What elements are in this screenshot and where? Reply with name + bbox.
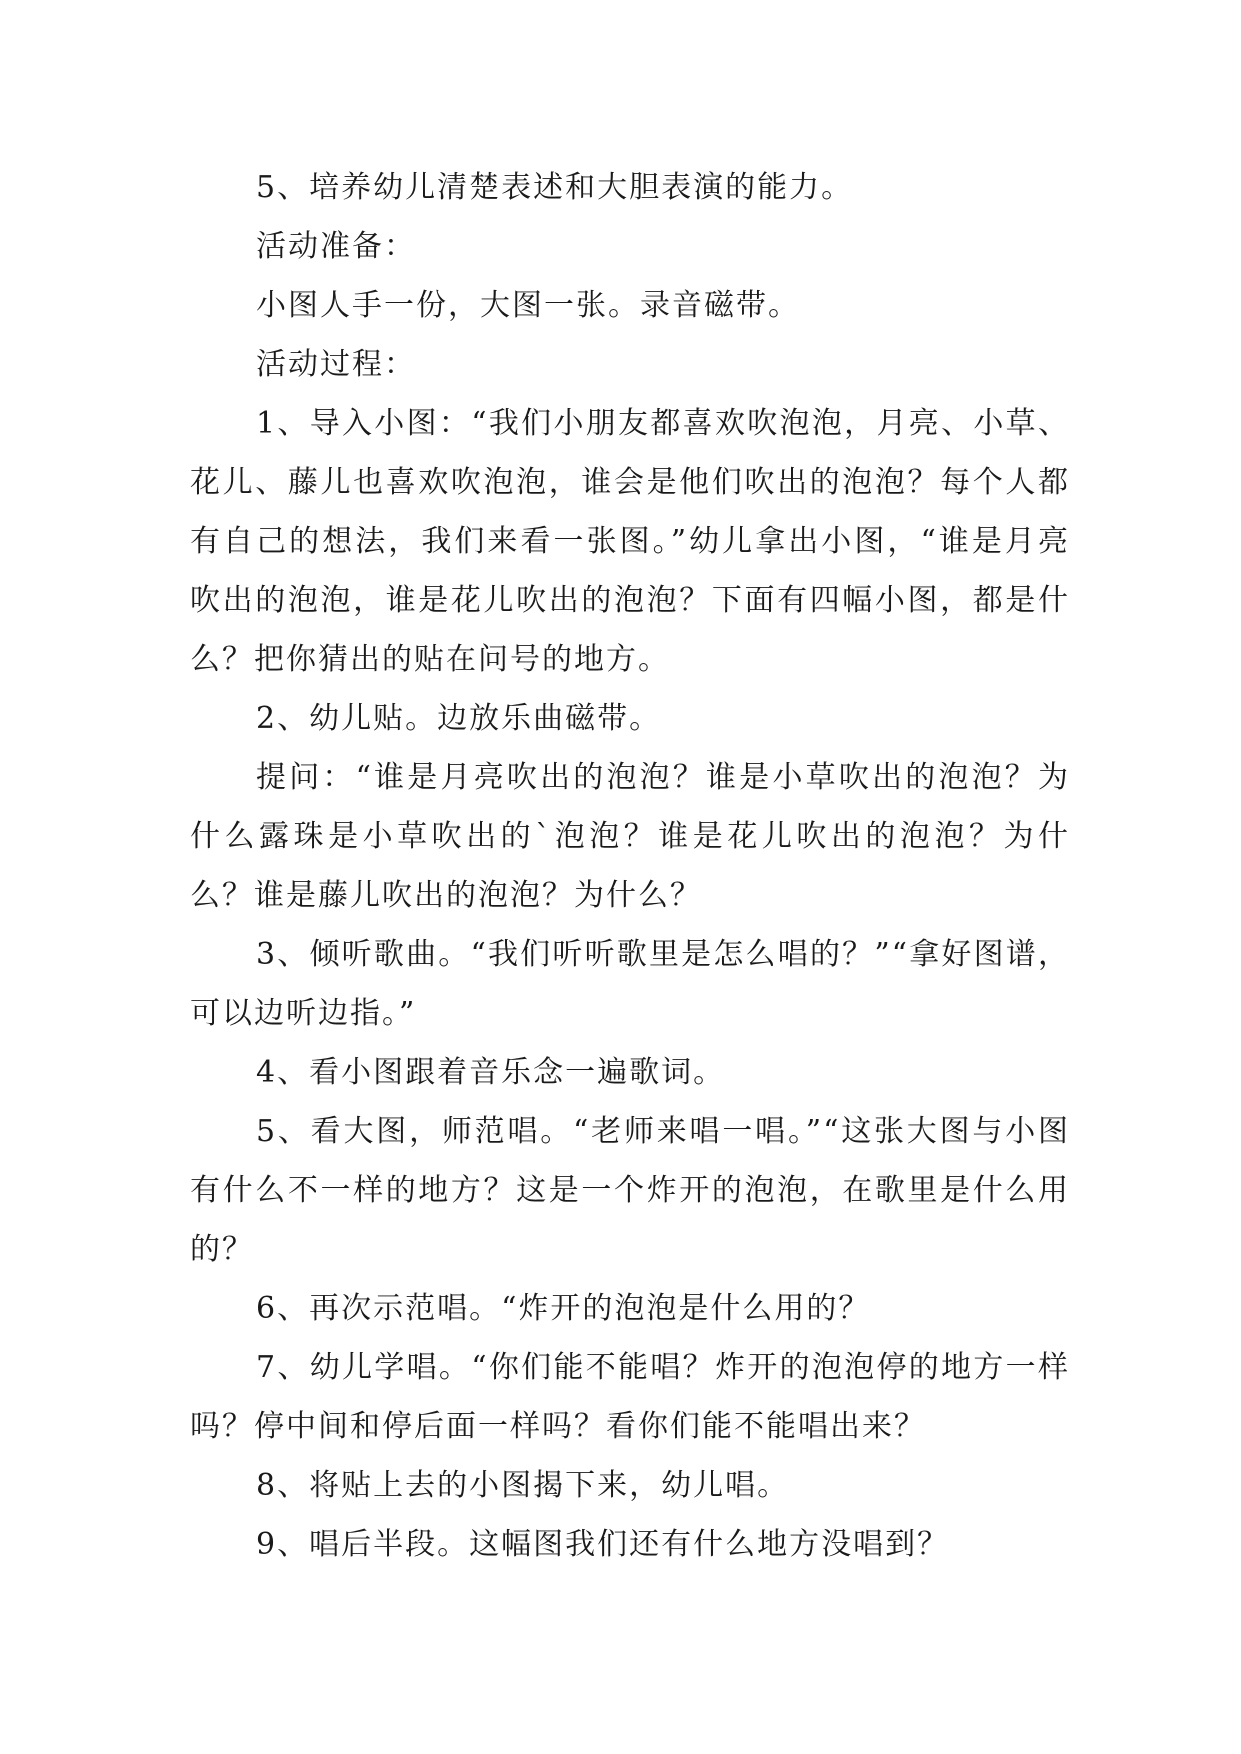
heading-activity-process: 活动过程：	[256, 347, 416, 382]
heading-activity-preparation: 活动准备：	[256, 229, 416, 264]
paragraph-step-8: 8、将贴上去的小图揭下来，幼儿唱。	[256, 1468, 790, 1503]
document-body	[190, 158, 1070, 1574]
paragraph-preparation: 小图人手一份，大图一张。录音磁带。	[256, 288, 800, 323]
paragraph-step-4: 4、看小图跟着音乐念一遍歌词。	[256, 1055, 726, 1090]
paragraph-step-9: 9、唱后半段。这幅图我们还有什么地方没唱到？	[256, 1527, 950, 1562]
paragraph-step-5: 5、看大图，师范唱。“老师来唱一唱。”“这张大图与小图有什么不一样的地方？这是一个炸开的泡泡，在歌里是什么用的？	[190, 1114, 1070, 1267]
paragraph-step-6: 6、再次示范唱。“炸开的泡泡是什么用的？	[256, 1291, 871, 1326]
paragraph-step-1: 1、导入小图：“我们小朋友都喜欢吹泡泡，月亮、小草、花儿、藤儿也喜欢吹泡泡，谁会是他们吹出的泡泡？每个人都有自己的想法，我们来看一张图。”幼儿拿出小图，“谁是月亮吹出的泡泡，谁是花儿吹出的泡泡？下面有四幅小图，都是什么？把你猜出的贴在问号的地方。	[190, 406, 1070, 677]
paragraph-step-3: 3、倾听歌曲。“我们听听歌里是怎么唱的？”“拿好图谱，可以边听边指。”	[190, 937, 1070, 1031]
paragraph-step-2: 2、幼儿贴。边放乐曲磁带。	[256, 701, 662, 736]
paragraph-questions: 提问：“谁是月亮吹出的泡泡？谁是小草吹出的泡泡？为什么露珠是小草吹出的`泡泡？谁是花儿吹出的泡泡？为什么？谁是藤儿吹出的泡泡？为什么？	[190, 760, 1070, 913]
paragraph-goal-5: 5、培养幼儿清楚表述和大胆表演的能力。	[256, 170, 854, 205]
paragraph-step-7: 7、幼儿学唱。“你们能不能唱？炸开的泡泡停的地方一样吗？停中间和停后面一样吗？看你们能不能唱出来？	[190, 1350, 1070, 1444]
